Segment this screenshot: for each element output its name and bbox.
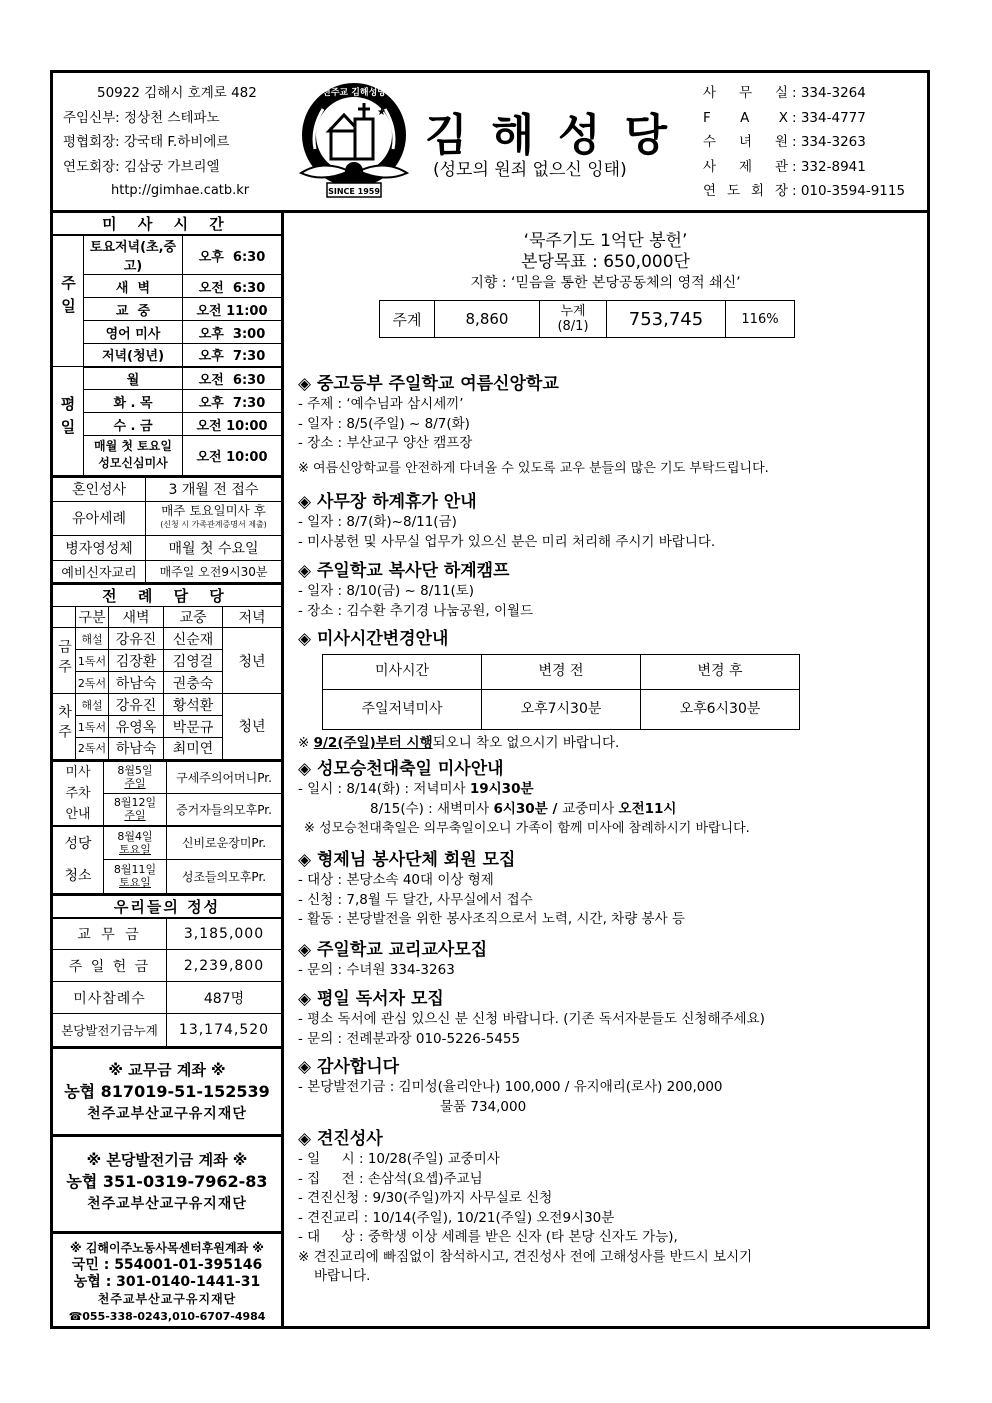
notice-title: ◈ 미사시간변경안내 [298,629,449,649]
date-text: 8월11일 [113,863,157,877]
contact-prayer-president [703,179,923,204]
liturgy-header: 새벽 [109,607,164,628]
sacrament-name: 혼인성사 [53,477,146,501]
day-text: 토요일 [119,842,151,856]
notice-line: 물품 734,000 [440,1098,527,1115]
mass-change-header: 변경 전 [482,655,641,690]
note-emphasis: 9/2(주일)부터 시행 [313,735,433,751]
sacrament-value-line: 매주 토요일미사 후 [161,503,266,518]
rosary-goal: 본당목표 : 650,000단 [521,252,690,272]
notice-line: - 주제 : ‘예수님과 삼시세끼’ [298,396,464,412]
role: 2독서 [76,738,109,760]
role: 1독서 [76,650,109,672]
rosary-campaign [284,213,927,294]
mass-name: 수 . 금 [84,413,183,436]
mass-time: 오후 7:30 [183,344,282,367]
line-text: - 일시 : 8/14(화) : 저녁미사 [298,781,470,797]
reader-main: 황석환 [164,694,223,716]
weekly-value: 8,860 [435,301,540,338]
role: 2독서 [76,672,109,694]
contact-label-char: 무 [738,85,753,101]
development-fund-account [53,1134,281,1231]
date-text: 8월5일 [117,764,153,778]
notice-title: ◈ 주일학교 교리교사모집 [298,940,488,960]
contact-label-char: 제 [738,158,753,175]
notice-line [298,780,923,800]
logo-ring-text: 천주교 김해성당 [322,88,386,98]
contact-label-char: 사 [703,158,717,175]
date-text: 8월12일 [113,796,157,810]
cleaning-label [53,826,104,894]
account-number: 국민 : 554001-01-395146 [71,1256,263,1273]
mass-name: 새 벽 [84,275,183,298]
account-phone [53,1308,281,1325]
offering-value: 3,185,000 [167,918,282,950]
cleaning-date [104,826,167,860]
sacrament-value: 매주일 오전9시30분 [146,560,282,583]
notice-reader-recruit [298,988,923,1049]
notice-line: - 집 전 : 손삼석(요셉)주교님 [298,1170,483,1187]
notice-line: - 장소 : 김수환 추기경 나눔공원, 이월드 [298,602,534,619]
liturgy-header: 구분 [76,607,109,628]
notice-note [298,734,923,754]
notice-line: - 평소 독서에 관심 있으신 분 신청 바랍니다. (기존 독서자분들도 신청해주세요) [298,1011,765,1027]
contact-label-char: 녀 [738,134,753,150]
mass-change-cell: 오후7시30분 [482,690,641,730]
reader-main: 최미연 [164,738,223,760]
notice-altar-server-camp [298,560,923,621]
line-emphasis: 6시30분 / [493,800,563,817]
line-text: 교중미사 [562,800,619,817]
mass-time: 오전 11:00 [183,298,282,321]
note-rest: 되오니 착오 없으시기 바랍니다. [432,735,620,751]
role: 1독서 [76,716,109,738]
offerings-title: 우리들의 정성 [53,895,281,918]
notice-line: - 본당발전기금 : 김미성(율리안나) 100,000 / 유지애리(로사) 200,000 [298,1079,723,1095]
right-column [284,213,927,1326]
cleaning-date [104,860,167,894]
contact-label-char: F [703,109,711,126]
mass-name-line: 매월 첫 토요일 [94,439,172,454]
notice-line: - 미사봉헌 및 사무실 업무가 있으신 분은 미리 처리해 주시기 바랍니다. [298,533,716,550]
cleaning-group: 성조들의모후Pr. [167,860,282,894]
sacrament-name: 유아세례 [53,501,146,535]
notice-office-vacation [298,491,923,552]
reader-dawn: 유영옥 [109,716,164,738]
mass-change-cell: 오후6시30분 [641,690,800,730]
contact-list [703,81,923,204]
website-link[interactable]: http://gimhae.catb.kr [111,183,250,198]
parking-date [104,793,167,825]
mass-times-table [53,212,281,477]
reader-main: 김영걸 [164,650,223,672]
parking-label-line: 안내 [65,806,91,822]
notice-note: ※ 견진교리에 빠짐없이 참석하시고, 견진성사 전에 고해성사를 반드시 보시기 [298,1248,753,1265]
reader-dawn: 김장환 [109,650,164,672]
notice-confirmation [298,1128,923,1287]
liturgy-corner [53,607,76,628]
mass-change-cell: 주일저녁미사 [323,690,482,730]
notice-line: - 일자 : 8/7(화)~8/11(금) [298,514,457,530]
mass-time: 오후 6:30 [183,235,282,275]
parking-label [53,761,104,826]
header [53,73,927,213]
weekday-label [53,367,84,476]
account-title: ※ 본당발전기금 계좌 ※ [86,1150,248,1169]
contact-label-char: 관 [774,158,788,175]
sacrament-value [146,501,282,535]
mass-name: 저녁(청년) [84,344,183,367]
offering-value: 2,239,800 [167,950,282,982]
sacrament-value: 3 개월 전 접수 [146,477,282,501]
account-title: ※ 교무금 계좌 ※ [108,1060,226,1079]
week-label-text: 차주 [56,704,72,745]
account-holder: 천주교부산교구유지재단 [97,1291,237,1306]
sacrament-name: 예비신자교리 [53,560,146,583]
notice-title: ◈ 견진성사 [298,1129,383,1149]
contact-label-char: A [740,109,750,126]
week-label-text: 금주 [56,638,72,679]
notice-line: - 일자 : 8/5(주일) ~ 8/7(화) [298,415,470,432]
sunday-label-text: 주일 [59,275,77,321]
parking-cleaning-table [53,761,281,895]
mass-name: 토요저녁(초,중고) [84,235,183,275]
notice-line: - 일자 : 8/10(금) ~ 8/11(토) [298,583,475,599]
weekly-label: 주계 [380,301,435,338]
mass-time: 오전 6:30 [183,367,282,390]
notice-note: ※ 성모승천대축일은 의무축일이오니 가족이 함께 미사에 참례하시기 바랍니다. [304,821,750,836]
cleaning-group: 신비로운장미Pr. [167,826,282,860]
mass-time: 오후 7:30 [183,390,282,413]
liturgy-table [53,584,281,761]
contact-label-char: 실 [774,85,788,101]
parish-info [63,81,293,204]
offering-value: 487명 [167,982,282,1014]
svg-text:★: ★ [377,107,386,118]
offering-name: 교 무 금 [53,918,167,950]
notice-title: ◈ 성모승천대축일 미사안내 [298,759,504,779]
parking-group: 증거자들의모후Pr. [167,793,282,825]
cumulative-label-text: 누계 [560,304,586,319]
rosary-title: ‘묵주기도 1억단 봉헌’ [523,231,688,251]
notice-assumption-mass [298,758,923,839]
mass-name: 교 중 [84,298,183,321]
notice-catechist-recruit [298,939,923,981]
reader-dawn: 강유진 [109,694,164,716]
notice-line: - 대상 : 본당소속 40대 이상 형제 [298,872,494,888]
notice-line: - 견진교리 : 10/14(주일), 10/21(주일) 오전9시30분 [298,1209,615,1226]
mass-time: 오전 10:00 [183,413,282,436]
rosary-stats-table [379,300,795,338]
reader-main: 신순재 [164,628,223,650]
mass-change-table [322,654,800,730]
phone-number: 055-338-0243,010-6707-4984 [82,1309,266,1323]
parking-group: 구세주의어머니Pr. [167,761,282,793]
notice-thanks [298,1056,923,1117]
day-text: 토요일 [119,876,151,890]
liturgy-header: 저녁 [223,607,282,628]
sacraments-table [53,477,281,585]
day-text: 주일 [124,777,146,791]
cumulative-date: (8/1) [557,319,589,334]
offerings-table [53,895,281,1046]
offering-name: 본당발전기금누계 [53,1014,167,1046]
left-column [53,213,284,1326]
line-emphasis: 19시30분 [469,781,534,797]
note-prefix: ※ [298,735,314,751]
notice-line: - 문의 : 수녀원 334-3263 [298,962,455,978]
liturgy-title: 전 례 담 당 [53,585,281,607]
sunday-label [53,235,84,367]
mass-time: 오후 3:00 [183,321,282,344]
logo-since-text: SINCE 1959 [328,187,380,196]
offering-name: 주 일 헌 금 [53,950,167,982]
sacrament-note: (신청 시 가족관계증명서 제출) [160,520,267,529]
progress-percent: 116% [726,301,795,338]
week-label [53,628,76,694]
parish-title: 김해성당 [425,110,692,161]
contact-label-char: 장 [774,183,788,199]
contact-label-char: 원 [774,134,788,150]
contact-fax [703,106,923,131]
role: 해설 [76,628,109,650]
day-text: 주일 [124,809,146,823]
cumulative-label [540,301,607,338]
notice-title: ◈ 중고등부 주일학교 여름신앙학교 [298,374,559,394]
contact-label-char: 도 [726,183,741,199]
account-title: ※ 김해이주노동사목센터후원계좌 ※ [70,1240,264,1255]
pastor: 주임신부: 정상천 스테파노 [63,109,220,126]
notice-note: 바랍니다. [314,1268,371,1284]
notice-line: - 대 상 : 중학생 이상 세례를 받은 신자 (타 본당 신자도 가능), [298,1229,678,1245]
sacrament-name: 병자영성체 [53,535,146,560]
notice-title: ◈ 형제님 봉사단체 회원 모집 [298,850,516,870]
reader-evening: 청년 [223,694,282,760]
date-text: 8월4일 [117,829,153,843]
council-president: 평협회장: 강국태 F.하비에르 [63,134,230,150]
mass-name-first-saturday [84,436,183,476]
contact-label-char: 회 [750,183,765,199]
parking-label-line: 미사 [65,764,91,780]
offering-value: 13,174,520 [167,1014,282,1046]
reader-dawn: 하남숙 [109,738,164,760]
account-number: 농협 817019-51-152539 [64,1081,270,1101]
notice-line: - 문의 : 전례분과장 010-5226-5455 [298,1030,521,1047]
parish-logo [293,79,415,201]
account-number: 농협 351-0319-7962-83 [66,1171,268,1191]
mass-times-title: 미 사 시 간 [53,212,281,235]
contact-value: : 334-3263 [792,134,866,150]
mass-time: 오전 10:00 [183,436,282,476]
notice-note: ※ 여름신앙학교를 안전하게 다녀올 수 있도록 교우 분들의 많은 기도 부탁드립니다. [298,460,769,476]
notice-line: - 견진신청 : 9/30(주일)까지 사무실로 신청 [298,1190,553,1206]
mass-name-line: 성모신심미사 [98,456,168,471]
notice-title: ◈ 주일학교 복사단 하계캠프 [298,561,510,581]
notice-line: - 신청 : 7,8월 두 달간, 사무실에서 접수 [298,891,533,908]
phone-icon: ☎ [68,1309,83,1323]
notice-title: ◈ 사무장 하계휴가 안내 [298,492,477,512]
reader-main: 박문규 [164,716,223,738]
notice-line [298,800,923,820]
rosary-intention: 지향 : ‘믿음을 통한 본당공동체의 영적 쇄신’ [470,275,741,291]
cumulative-value: 753,745 [607,301,726,338]
parking-label-line: 주차 [65,785,91,801]
reader-dawn: 강유진 [109,628,164,650]
line-text: 8/15(수) : 새벽미사 [370,800,494,817]
weekday-label-text: 평일 [58,395,77,442]
contact-label-char: 연 [703,183,717,199]
contact-value: : 334-3264 [792,85,866,101]
tithe-account [53,1046,281,1134]
notice-title: ◈ 평일 독서자 모집 [298,989,444,1009]
migrant-center-account [53,1231,281,1325]
notice-summer-school [298,373,923,478]
cleaning-label-line: 성당 [64,835,92,852]
contact-convent [703,130,923,155]
bulletin-frame [50,70,930,1329]
contact-label-char: 수 [703,134,717,150]
mass-change-header: 변경 후 [641,655,800,690]
notice-title: ◈ 감사합니다 [298,1057,400,1077]
notice-line: - 활동 : 본당발전을 위한 봉사조직으로서 노력, 시간, 차량 봉사 등 [298,911,685,927]
line-emphasis: 오전11시 [618,800,677,817]
sacrament-value: 매월 첫 수요일 [146,535,282,560]
offering-name: 미사참례수 [53,982,167,1014]
parish-subtitle: (성모의 원죄 없으신 잉태) [433,160,627,180]
mass-name: 영어 미사 [84,321,183,344]
account-number: 농협 : 301-0140-1441-31 [73,1273,261,1290]
account-holder: 천주교부산교구유지재단 [87,1105,247,1122]
mass-change-header: 미사시간 [323,655,482,690]
notice-mass-time-change [298,628,923,754]
reader-main: 권충숙 [164,672,223,694]
notice-line: - 일 시 : 10/28(주일) 교중미사 [298,1151,500,1167]
contact-value: : 334-4777 [792,109,866,126]
notice-line: - 장소 : 부산교구 양산 캠프장 [298,435,473,451]
contact-value: : 010-3594-9115 [792,183,906,199]
cleaning-label-line: 청소 [64,867,92,884]
contact-rectory [703,155,923,180]
role: 해설 [76,694,109,716]
contact-label-char: X [778,109,788,126]
week-label [53,694,76,760]
reader-evening: 청년 [223,628,282,694]
address: 50922 김해시 호계로 482 [97,85,257,101]
reader-dawn: 하남숙 [109,672,164,694]
notice-brothers-group [298,849,923,930]
contact-label-char: 사 [703,85,717,101]
contact-value: : 332-8941 [792,158,866,175]
parking-date [104,761,167,793]
mass-name: 월 [84,367,183,390]
liturgy-header: 교중 [164,607,223,628]
account-holder: 천주교부산교구유지재단 [87,1195,247,1212]
mass-name: 화 . 목 [84,390,183,413]
mass-time: 오전 6:30 [183,275,282,298]
prayer-president: 연도회장: 김삼궁 가브리엘 [63,158,220,175]
contact-office [703,81,923,106]
